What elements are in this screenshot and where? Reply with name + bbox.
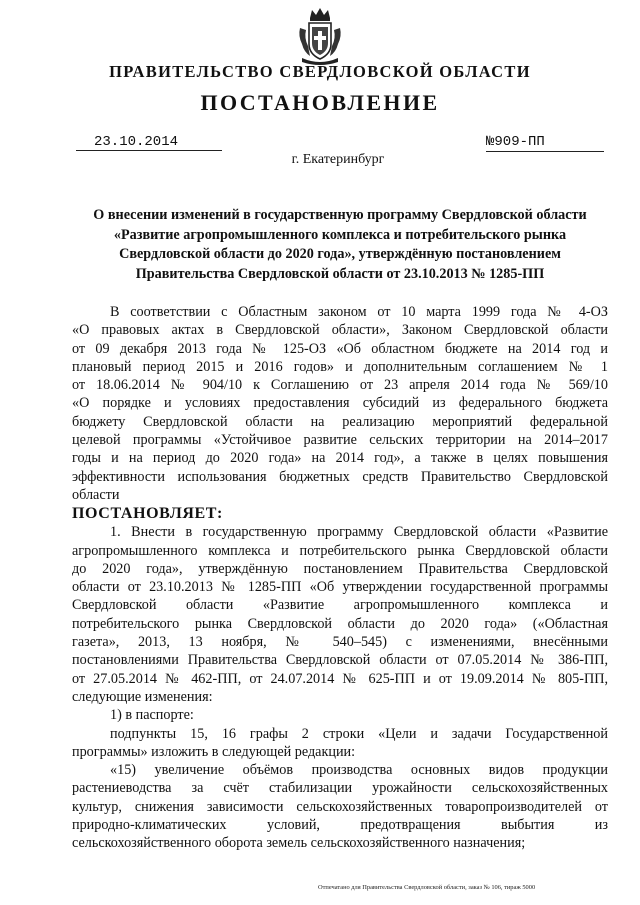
subitem-label: 1) в паспорте: (110, 707, 194, 724)
subitem-line: программы» изложить в следующей редакции: (72, 743, 356, 760)
item-line: от 27.05.2014 № 462-ПП, от 24.07.2014 № 625-ПП и от 19.09.2014 № 805-ПП, (72, 670, 608, 687)
item-line: агропромышленного комплекса и потребительского рынка Свердловской области (72, 542, 608, 559)
quote-line: природно-климатических условий, предотвращения выбытия из (72, 817, 608, 834)
preamble-line: эффективности использования бюджетных средств Правительство Свердловской (72, 468, 608, 485)
preamble-line: «О порядке и условиях предоставления субсидий из федерального бюджета (72, 395, 608, 412)
quote-line: сельскохозяйственного оборота земель сельскохозяйственного назначения; (72, 835, 526, 852)
preamble-line: В соответствии с Областным законом от 10 марта 1999 года № 4-ОЗ (110, 304, 608, 320)
preamble-line: целевой программы «Устойчивое развитие сельских территории на 2014–2017 (72, 432, 608, 449)
subitem-line: подпункты 15, 16 графы 2 строки «Цели и задачи Государственной (110, 725, 608, 742)
city-label: г. Екатеринбург (291, 152, 385, 167)
quote-line: культур, снижения зависимости сельскохозяйственных товаропроизводителей от (72, 798, 608, 815)
preamble-line: «О правовых актах в Свердловской области», Законом Свердловской области (72, 322, 608, 339)
print-footer: Отпечатано для Правительства Свердловской области, заказ № 106, тираж 5000 (318, 884, 536, 891)
organization-title: ПРАВИТЕЛЬСТВО СВЕРДЛОВСКОЙ ОБЛАСТИ (109, 62, 531, 81)
preamble-line: от 09 декабря 2013 года № 125-ОЗ «Об областном бюджете на 2014 год и (72, 340, 608, 357)
item-line: 1. Внести в государственную программу Свердловской области «Развитие (110, 524, 608, 541)
coat-of-arms-emblem (296, 6, 344, 66)
decree-word: ПОСТАНОВЛЯЕТ: (72, 505, 223, 523)
item-line: потребительского рынка Свердловской области до 2020 года» («Областная (72, 615, 608, 632)
preamble-line: годы и на период до 2020 года» на 2014 год», а также в целях повышения (72, 450, 608, 467)
item-line: постановлениями Правительства Свердловской области от 07.05.2014 № 386-ПП, (72, 652, 608, 669)
heading-line: О внесении изменений в государственную программу Свердловской области (93, 207, 587, 223)
heading-line: «Развитие агропромышленного комплекса и потребительского рынка (113, 226, 567, 243)
item-line: газета», 2013, 13 ноября, № 540–545) с изменениями, внесёнными (72, 634, 608, 651)
quote-line: «15) увеличение объёмов производства основных видов продукции (110, 762, 608, 779)
item-line: до 2020 года», утверждённую постановлением Правительства Свердловской (72, 560, 608, 577)
document-number: №909-ПП (486, 134, 604, 152)
item-line: области от 23.10.2013 № 1285-ПП «Об утверждении государственной программы (72, 579, 608, 596)
document-date: 23.10.2014 (76, 134, 222, 151)
document-heading (60, 206, 620, 284)
preamble-line: области (72, 486, 120, 503)
document-body (72, 303, 608, 853)
preamble-line: плановый период 2015 и 2016 годов» и дополнительным соглашением № 1 (72, 358, 608, 375)
item-line: Свердловской области «Развитие агропромышленного комплекса и (72, 597, 608, 614)
item-line: следующие изменения: (72, 688, 213, 705)
heading-line: Свердловской области до 2020 года», утверждённую постановлением (119, 246, 561, 262)
preamble-line: от 18.06.2014 № 904/10 к Соглашению от 23 апреля 2014 года № 569/10 (72, 377, 608, 394)
quote-line: растениеводства за счёт стабилизации урожайности сельскохозяйственных (72, 780, 608, 797)
heading-line: Правительства Свердловской области от 23.10.2013 № 1285-ПП (135, 265, 545, 282)
document-type-title: ПОСТАНОВЛЕНИЕ (200, 90, 440, 115)
preamble-line: бюджету Свердловской области на реализацию мероприятий федеральной (72, 413, 608, 430)
